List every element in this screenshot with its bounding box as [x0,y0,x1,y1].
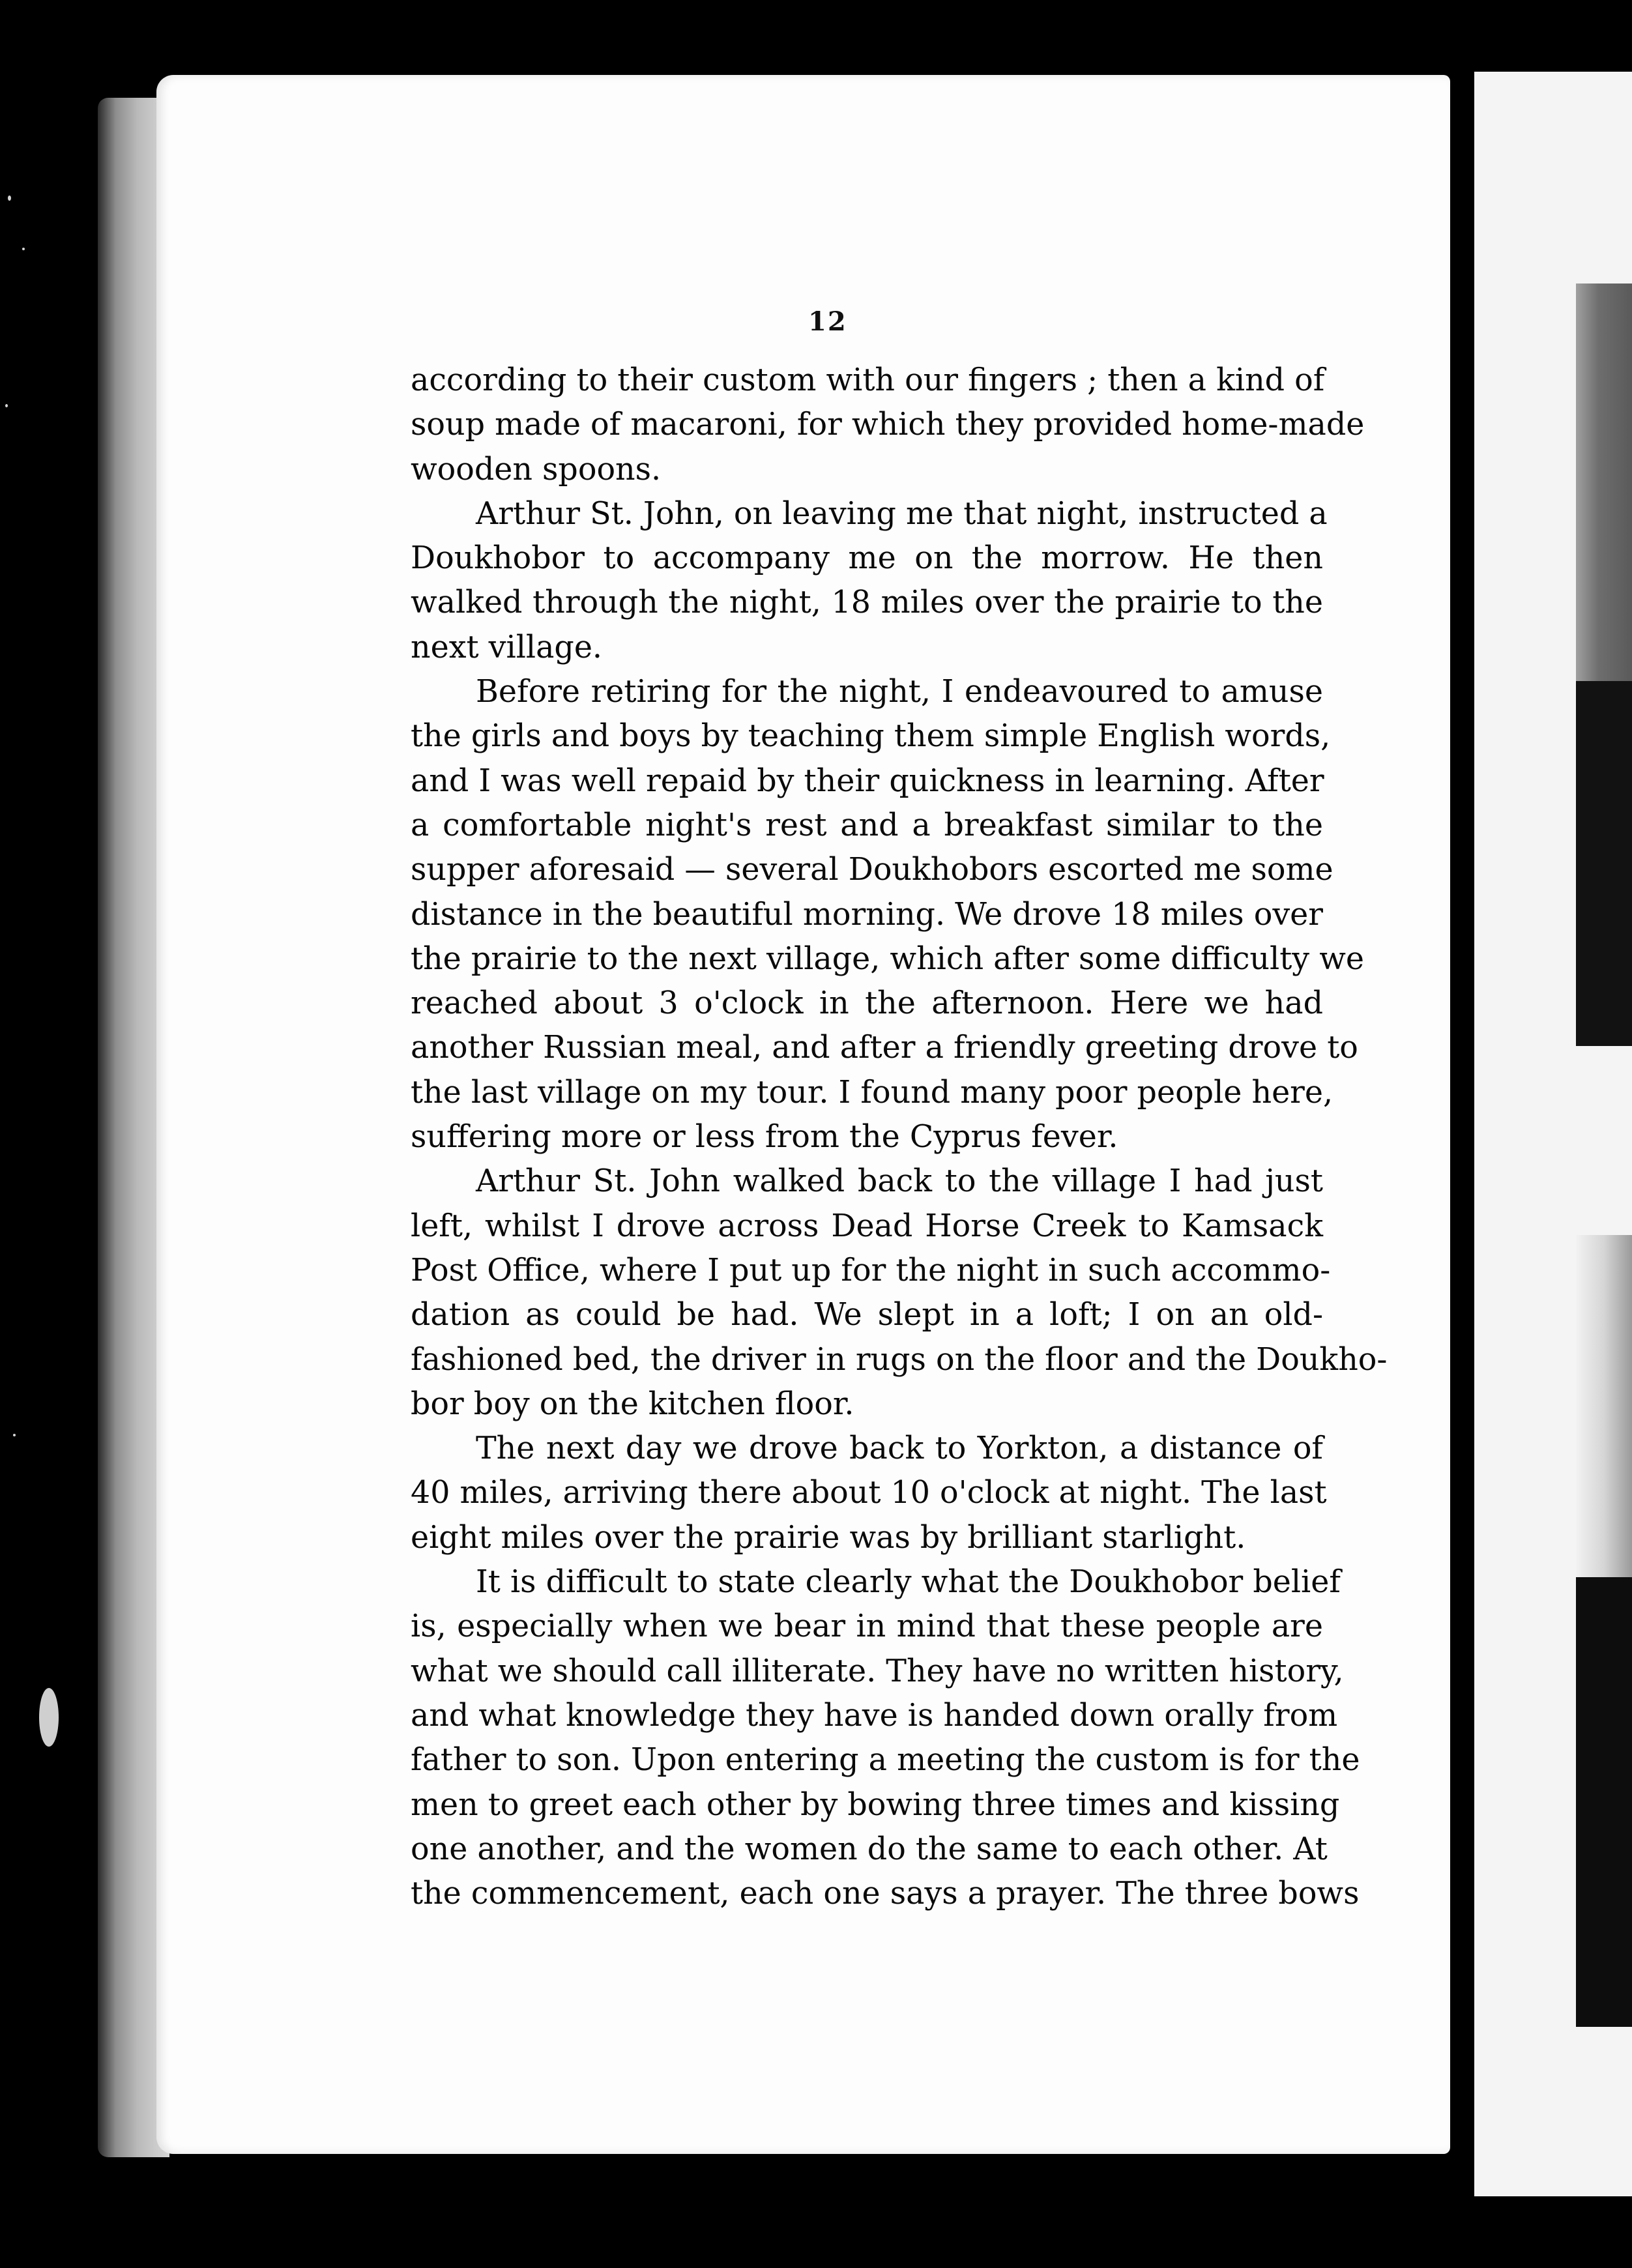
text-line: father to son. Upon entering a meeting the custom is for the [411,1742,1360,1779]
text-line: supper aforesaid — several Doukhobors escorted me some [411,852,1333,888]
page-number: 12 [808,306,847,337]
paragraph [411,1159,1388,1427]
facing-page-photo-top [1576,284,1632,1046]
text-line: walked through the night, 18 miles over the prairie to the [411,585,1323,621]
text-line: reached about 3 o'clock in the afternoon. Here we had [411,985,1323,1022]
text-line: 40 miles, arriving there about 10 o'clock at night. The last [411,1475,1327,1511]
text-line: and I was well repaid by their quickness in learning. After [411,763,1324,799]
text-line: eight miles over the prairie was by brilliant starlight. [411,1519,1246,1556]
text-line: what we should call illiterate. They have no written history, [411,1653,1344,1689]
text-line: men to greet each other by bowing three times and kissing [411,1786,1340,1823]
text-line: It is difficult to state clearly what the Doukhobor belief [476,1564,1341,1601]
text-line: and what knowledge they have is handed down orally from [411,1697,1338,1734]
text-line: wooden spoons. [411,451,662,487]
text-line: the girls and boys by teaching them simple English words, [411,718,1331,755]
text-line: a comfortable night's rest and a breakfast similar to the [411,807,1323,843]
text-line: another Russian meal, and after a friendly greeting drove to [411,1030,1358,1066]
paragraph [411,1560,1360,1916]
facing-page-photo-bottom [1576,1235,1632,2027]
text-line: Arthur St. John walked back to the village I had just [476,1163,1323,1200]
text-line: distance in the beautiful morning. We drove 18 miles over [411,896,1323,933]
text-line: one another, and the women do the same to each other. At [411,1831,1328,1867]
text-line: the commencement, each one says a prayer. The three bows [411,1876,1360,1912]
text-line: the last village on my tour. I found many poor people here, [411,1074,1333,1111]
text-line: next village. [411,629,603,665]
text-line: fashioned bed, the driver in rugs on the floor and the Doukho- [411,1341,1388,1378]
text-line: Post Office, where I put up for the night in such accommo- [411,1252,1331,1288]
text-line: The next day we drove back to Yorkton, a distance of [476,1431,1323,1467]
text-line: dation as could be had. We slept in a loft; I on an old- [411,1297,1323,1333]
paragraph [411,358,1365,492]
paragraph [411,1427,1327,1560]
text-line: Doukhobor to accompany me on the morrow. He then [411,540,1323,577]
text-line: is, especially when we bear in mind that these people are [411,1608,1323,1645]
paragraph [411,492,1328,670]
text-line: Before retiring for the night, I endeavoured to amuse [476,674,1323,710]
body-text [411,358,1388,1916]
text-line: according to their custom with our fingers ; then a kind of [411,362,1325,398]
text-line: left, whilst I drove across Dead Horse Creek to Kamsack [411,1208,1323,1244]
text-line: bor boy on the kitchen floor. [411,1386,854,1422]
text-line: soup made of macaroni, for which they provided home-made [411,407,1365,443]
text-line: suffering more or less from the Cyprus fever. [411,1119,1118,1156]
paragraph [411,670,1364,1159]
text-line: the prairie to the next village, which after some difficulty we [411,940,1364,977]
text-line: Arthur St. John, on leaving me that night, instructed a [476,495,1328,532]
